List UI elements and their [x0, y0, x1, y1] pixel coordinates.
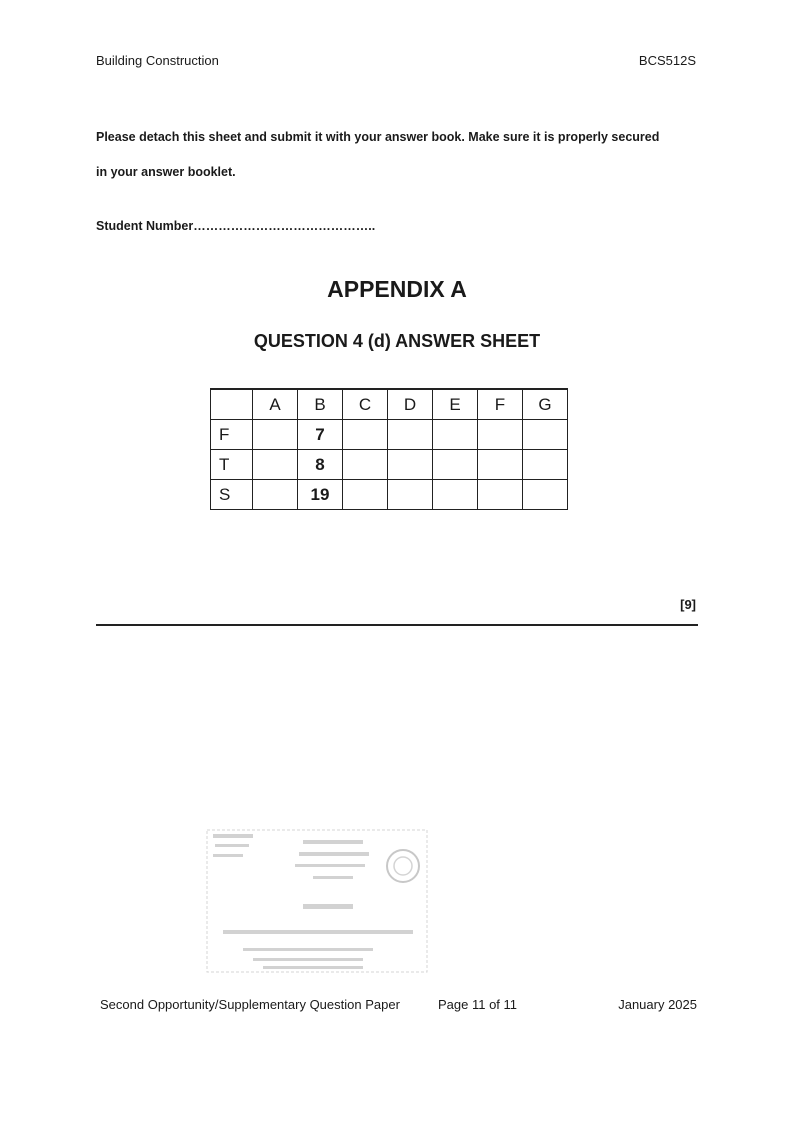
- table-cell: [478, 450, 523, 480]
- instructions: [96, 120, 716, 190]
- table-cell: [388, 450, 433, 480]
- table-header-cell: C: [343, 389, 388, 420]
- footer-date: January 2025: [618, 997, 697, 1012]
- table-cell: [478, 420, 523, 450]
- footer-paper-type: Second Opportunity/Supplementary Question Paper: [100, 997, 400, 1012]
- table-row: [211, 480, 568, 510]
- table-cell: [253, 480, 298, 510]
- table-cell: [478, 480, 523, 510]
- table-cell: 7: [298, 420, 343, 450]
- footer-page-number: Page 11 of 11: [438, 997, 518, 1012]
- table-cell: [433, 450, 478, 480]
- page-subtitle: QUESTION 4 (d) ANSWER SHEET: [253, 331, 541, 351]
- table-header-cell: F: [478, 389, 523, 420]
- table-cell: [433, 420, 478, 450]
- table-cell: [433, 480, 478, 510]
- table-cell: [343, 480, 388, 510]
- table-header-row: [211, 389, 568, 420]
- row-label: S: [211, 480, 253, 510]
- instruction-line: Please detach this sheet and submit it with your answer book. Make sure it is properly secured: [96, 130, 660, 144]
- answer-table: [210, 388, 568, 510]
- table-cell: [343, 450, 388, 480]
- instruction-line: in your answer booklet.: [96, 165, 236, 179]
- table-cell: [523, 450, 568, 480]
- table-header-cell: G: [523, 389, 568, 420]
- faded-stamp-image: [203, 826, 431, 976]
- table-cell: 19: [298, 480, 343, 510]
- table-header-cell: [211, 389, 253, 420]
- course-name: Building Construction: [96, 53, 219, 68]
- table-cell: [343, 420, 388, 450]
- marks-total: [9]: [680, 597, 696, 612]
- table-cell: [253, 420, 298, 450]
- table-row: [211, 450, 568, 480]
- student-number-field: Student Number……………………………………..: [96, 219, 376, 233]
- table-header-cell: B: [298, 389, 343, 420]
- table-header-cell: E: [433, 389, 478, 420]
- table-cell: [388, 420, 433, 450]
- row-label: T: [211, 450, 253, 480]
- table-cell: [523, 480, 568, 510]
- divider-line: [96, 624, 698, 626]
- page-title: APPENDIX A: [327, 276, 467, 302]
- table-row: [211, 420, 568, 450]
- table-cell: [253, 450, 298, 480]
- course-code: BCS512S: [638, 53, 696, 68]
- table-cell: [388, 480, 433, 510]
- table-header-cell: D: [388, 389, 433, 420]
- table-header-cell: A: [253, 389, 298, 420]
- table-cell: 8: [298, 450, 343, 480]
- row-label: F: [211, 420, 253, 450]
- table-cell: [523, 420, 568, 450]
